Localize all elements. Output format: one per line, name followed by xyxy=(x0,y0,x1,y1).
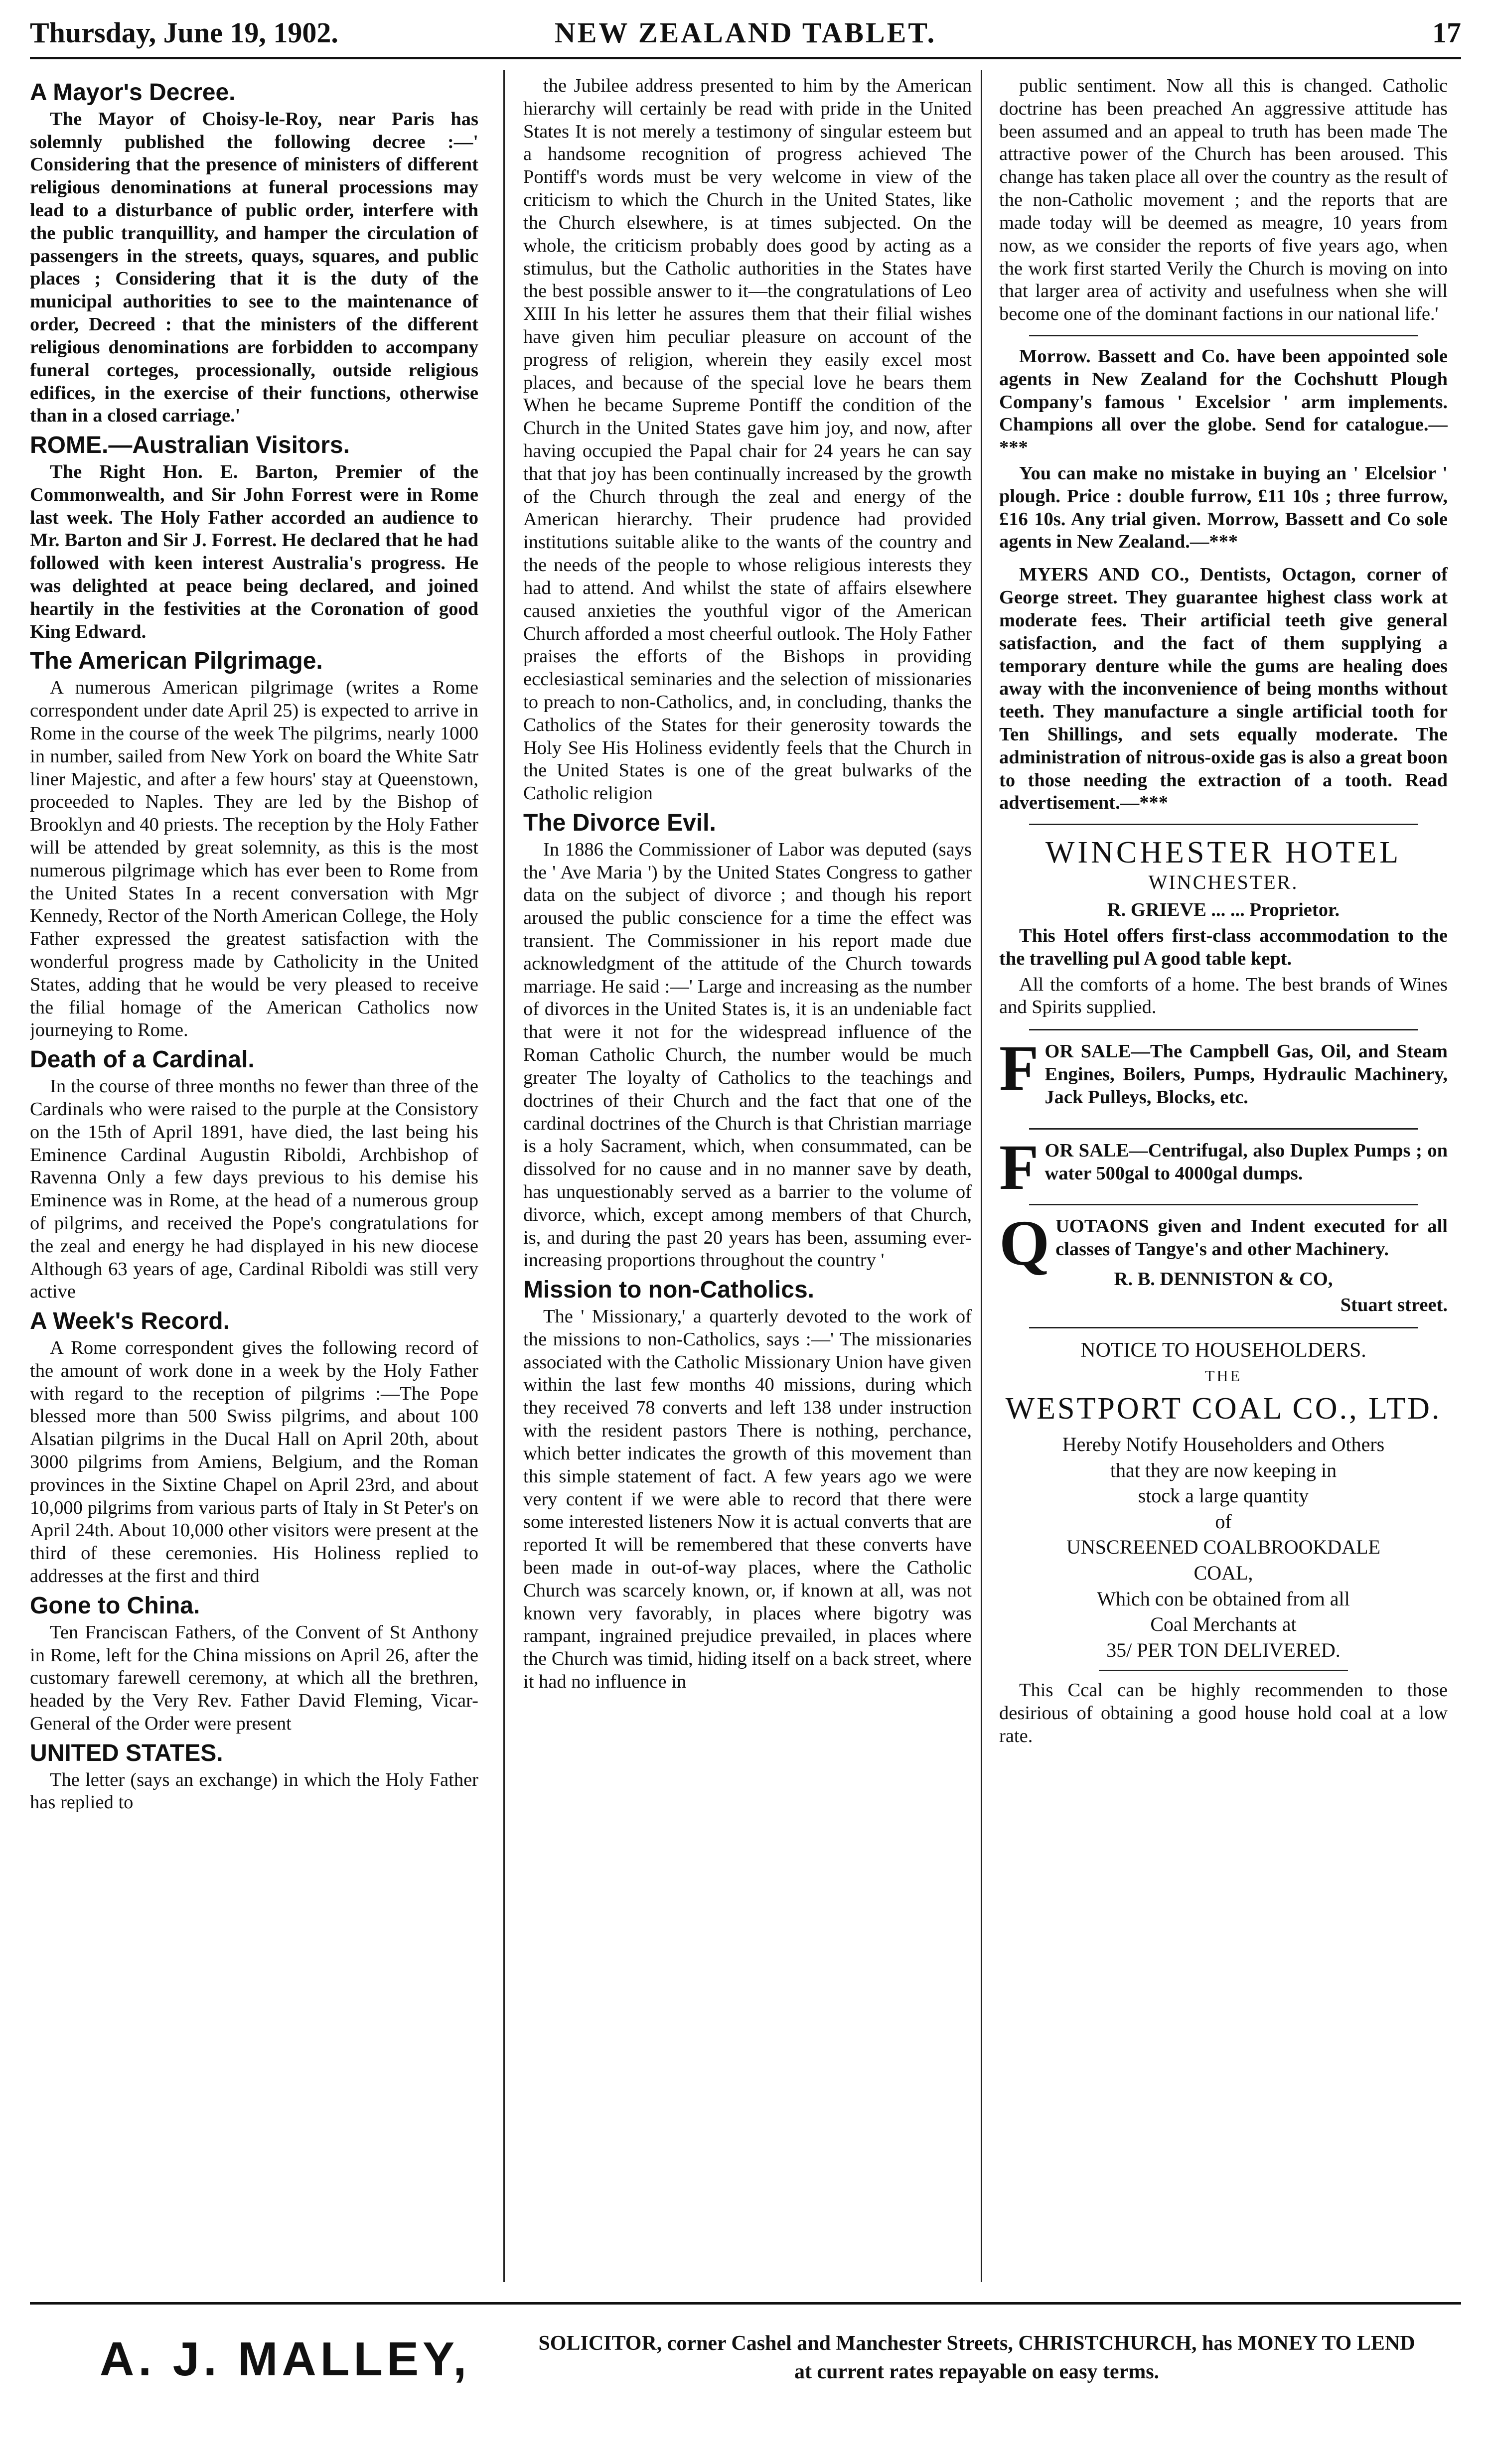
morrow-text-1: Morrow. Bassett and Co. have been appointed sole agents in New Zealand for the Cochshutt Plough Company's famous ' Excelsior ' arm implements. Champions all over the globe. Send for catalogue.—*** xyxy=(999,345,1448,458)
article-paragraph: Ten Franciscan Fathers, of the Convent of St Anthony in Rome, left for the China missions on April 26, after the customary farewell ceremony, at which all the brethren, headed by the Very Rev. Father David Fleming, Vicar-General of the Order were present xyxy=(30,1621,478,1734)
divider xyxy=(1029,335,1418,336)
drop-cap: F xyxy=(999,1032,1039,1105)
issue-date: Thursday, June 19, 1902. xyxy=(30,16,338,49)
quotations-ad xyxy=(999,1207,1448,1317)
the-label: THE xyxy=(1204,1366,1242,1385)
westport-line: UNSCREENED COALBROOKDALE xyxy=(1066,1536,1380,1559)
westport-line: Hereby Notify Householders and Others xyxy=(1062,1433,1385,1455)
article-paragraph: The Mayor of Choisy-le-Roy, near Paris has solemnly published the following decree :—' Considering that the presence of ministers of different religious denominations at funeral processions may lead to a disturbance of public order, interfere with the public tranquillity, and hamper the circulation of passengers in the streets, quays, squares, and public places ; Considering that it is the duty of the municipal authorities to see to the maintenance of order, Decreed : that the ministers of the different religious denominations are forbidden to accompany funeral corteges, processionally, outside religious edifices, in the exercise of their functions, otherwise than in a closed carriage.' xyxy=(30,108,478,427)
divider xyxy=(1029,824,1418,825)
morrow-notice xyxy=(999,345,1448,554)
article-heading: Mission to non-Catholics. xyxy=(523,1277,814,1304)
page-number: 17 xyxy=(1432,16,1461,49)
article-heading: UNITED STATES. xyxy=(30,1739,223,1766)
footer-ad xyxy=(30,2302,1461,2424)
article-paragraph: In the course of three months no fewer than three of the Cardinals who were raised to the purple at the Consistory on the 15th of April 1891, have died, the last being his Eminence Cardinal Augustin Riboldi, Archbishop of Ravenna Only a few days previous to his demise his Eminence was in Rome, at the head of a numerous group of pilgrims, and received the Pope's congratulations for the zeal and energy he had displayed in his new diocese Although 63 years of age, Cardinal Riboldi was still very active xyxy=(30,1076,478,1303)
article-heading: A Mayor's Decree. xyxy=(30,79,236,106)
westport-footer: This Ccal can be highly recommenden to those desirious of obtaining a good house hold coal at a low rate. xyxy=(999,1680,1448,1746)
article-heading: The Divorce Evil. xyxy=(523,810,716,836)
solicitor-text: SOLICITOR, corner Cashel and Manchester Streets, CHRISTCHURCH, has MONEY TO LEND at current rates repayable on easy terms. xyxy=(538,2332,1415,2383)
hotel-place: WINCHESTER. xyxy=(1148,871,1299,894)
article-heading: Gone to China. xyxy=(30,1592,200,1619)
column-1 xyxy=(30,75,478,2277)
solicitor-name: A. J. MALLEY, xyxy=(100,2332,471,2386)
westport-line: that they are now keeping in xyxy=(1110,1458,1337,1481)
hotel-text-1: This Hotel offers first-class accommodation to the the travelling pul A good table kept. xyxy=(999,925,1448,969)
article xyxy=(30,1593,478,1736)
column-rule xyxy=(503,70,505,2282)
article xyxy=(30,648,478,1042)
article-heading: Death of a Cardinal. xyxy=(30,1046,255,1073)
hotel-text-2: All the comforts of a home. The best brands of Wines and Spirits supplied. xyxy=(999,974,1448,1018)
hotel-title: WINCHESTER HOTEL xyxy=(1045,836,1402,870)
masthead xyxy=(30,9,1461,59)
article xyxy=(523,1277,972,1694)
article xyxy=(30,433,478,643)
divider xyxy=(1099,1670,1348,1671)
westport-coal-ad xyxy=(999,1338,1448,1748)
article xyxy=(30,80,478,428)
article-paragraph: In 1886 the Commissioner of Labor was deputed (says the ' Ave Maria ') by the United States Congress to gather data on the subject of divorce ; and though his report aroused the public conscience for a time the effect was transient. The Commissioner in his report made due acknowledgment of the attitude of the Church towards marriage. He said :—' Large and increasing as the number of divorces in the United States is, it is an undeniable fact that were it not for the widespread influence of the Roman Catholic Church, the number would be much greater The loyalty of Catholics to the teachings and doctrines of their Church and the fact that one of the cardinal doctrines of the Church is that Christian marriage is a holy Sacrament, which, when consummated, can be dissolved for no cause and in no manner save by death, has unquestionably served as a barrier to the volume of divorce, which, except among members of that Church, is, and during the past 20 years has been, assuming ever-increasing proportions throughout the country ' xyxy=(523,839,972,1271)
article-continuation: public sentiment. Now all this is changed. Catholic doctrine has been preached An aggressive attitude has been assumed and an appeal to truth has been made The attractive power of the Church has been aroused. This change has taken place all over the country as the result of the non-Catholic movement ; and the reports that are made today will be deemed as meagre, 10 years from now, as we consider the reports of five years ago, when the work first started Verily the Church is moving on into that larger area of activity and usefulness when she will become one of the dominant factions in our national life.' xyxy=(999,75,1448,325)
quotations-signature: R. B. DENNISTON & CO, xyxy=(1114,1269,1333,1290)
article xyxy=(30,1047,478,1304)
divider xyxy=(1029,1128,1418,1130)
sale-text-2: OR SALE—Centrifugal, also Duplex Pumps ; on water 500gal to 4000gal dumps. xyxy=(1044,1140,1448,1184)
divider xyxy=(1029,1029,1418,1030)
divider xyxy=(1029,1204,1418,1205)
westport-line: of xyxy=(1215,1510,1232,1533)
westport-title: WESTPORT COAL CO., LTD. xyxy=(1005,1391,1442,1426)
article xyxy=(30,1740,478,1814)
sale-text-1: OR SALE—The Campbell Gas, Oil, and Steam Engines, Boilers, Pumps, Hydraulic Machinery, Jack Pulleys, Blocks, etc. xyxy=(1044,1041,1448,1108)
column-3 xyxy=(999,75,1448,2277)
westport-line: COAL, xyxy=(1193,1561,1253,1584)
westport-line: 35/ PER TON DELIVERED. xyxy=(1106,1638,1341,1661)
article-heading: ROME.—Australian Visitors. xyxy=(30,432,350,459)
newspaper-title: NEW ZEALAND TABLET. xyxy=(554,16,937,49)
westport-line: Coal Merchants at xyxy=(1150,1613,1297,1636)
article-paragraph: The letter (says an exchange) in which the Holy Father has replied to xyxy=(30,1769,478,1813)
divider xyxy=(1029,1327,1418,1328)
westport-line: stock a large quantity xyxy=(1138,1484,1309,1507)
winchester-hotel-ad xyxy=(999,835,1448,1019)
article-heading: A Week's Record. xyxy=(30,1308,230,1335)
article xyxy=(523,75,972,805)
for-sale-ad-1 xyxy=(999,1032,1448,1109)
hotel-proprietor: R. GRIEVE ... ... Proprietor. xyxy=(1107,899,1340,921)
article-paragraph: The ' Missionary,' a quarterly devoted to the work of the missions to non-Catholics, says :—' The missionaries associated with the Catholic Missionary Union have given within the last few months 40 missions, during which they received 78 converts and left 138 under instruction with the resident pastors There is nothing, perchance, which better indicates the growth of this movement than this simple statement of fact. A few years ago we were very content if we were able to record that there were some interested listeners Now it is actual converts that are reported It will be remembered that these converts have been made in out-of-way places, where the Catholic Church was scarcely known, or, if known at all, was not known very favorably, in places where bigotry was rampant, ingrained prejudice prevailed, in places where the Church was timid, hiding itself on a back street, where it had no influence in xyxy=(523,1306,972,1693)
quotations-text: UOTAONS given and Indent executed for all classes of Tangye's and other Machinery. xyxy=(1055,1216,1448,1260)
westport-lines xyxy=(999,1433,1448,1662)
article-paragraph: A Rome correspondent gives the following record of the amount of work done in a week by the Holy Father with regard to the reception of pilgrims :—The Pope blessed more than 500 Swiss pilgrims, and about 100 Alsatian pilgrims in the Ducal Hall on April 20th, about 3000 pilgrims from Amiens, Belgium, and the Roman provinces in the Sixtine Chapel on April 23rd, and about 10,000 pilgrims from various parts of Italy in St Peter's on April 24th. About 10,000 other visitors were present at the third of these ceremonies. His Holiness replied to addresses at the first and third xyxy=(30,1337,478,1587)
article xyxy=(523,810,972,1272)
article-paragraph: A numerous American pilgrimage (writes a Rome correspondent under date April 25) is expected to arrive in Rome in the course of the week The pilgrims, nearly 1000 in number, sailed from New York on board the White Satr liner Majestic, and after a few hours' stay at Queenstown, proceeded to Naples. They are led by the Bishop of Brooklyn and 40 priests. The reception by the Holy Father will be attended by great solemnity, as this is the most numerous pilgrimage which has ever been to Rome from the United States In a recent conversation with Mgr Kennedy, Rector of the North American College, the Holy Father expressed the greatest satisfaction with the wonderful progress made by Catholicity in the United States, adding that he would be very pleased to receive the filial homage of the American Catholics now journeying to Rome. xyxy=(30,677,478,1041)
morrow-text-2: You can make no mistake in buying an ' Elcelsior ' plough. Price : double furrow, £11 10s ; three furrow, £16 10s. Any trial given. Morrow, Bassett and Co sole agents in New Zealand.—*** xyxy=(999,463,1448,553)
for-sale-ad-2 xyxy=(999,1131,1448,1203)
article-paragraph: the Jubilee address presented to him by the American hierarchy will certainly be read with pride in the United States It is not merely a testimony of singular esteem but a handsome recognition of progress achieved The Pontiff's words must be very welcome in view of the criticism to which the Church in the United States, like the Church elsewhere, is at times subjected. On the whole, the criticism probably does good by acting as a stimulus, but the Catholic authorities in the States have the best possible answer to it—the congratulations of Leo XIII In his letter he assures them that their filial wishes have given him peculiar pleasure on account of the progress of religion, wherein they easily excel most places, and because of the special love he bears them When he became Supreme Pontiff the condition of the Church in the United States gave him joy, and now, after having occupied the Papal chair for 24 years he can say that that joy has been continually increased by the growth of the Church through the zeal and energy of the American hierarchy. Their prudence had provided institutions suitable alike to the wants of the country and the needs of the people to whose religious interests they had to attend. And whilst the state of affairs elsewhere caused anxieties the youthful vigor of the American Church afforded a most cheerful outlook. The Holy Father praises the efforts of the Bishops in providing ecclesiastical seminaries and the selection of missionaries to preach to non-Catholics, and, in concluding, thanks the Catholics of the States for their generosity towards the Holy See His Holiness evidently feels that the Church in the United States is one of the great bulwarks of the Catholic religion xyxy=(523,75,972,804)
article xyxy=(30,1308,478,1588)
article-heading: The American Pilgrimage. xyxy=(30,648,323,675)
column-rule xyxy=(981,70,982,2282)
westport-line: Which con be obtained from all xyxy=(1097,1587,1350,1610)
drop-cap: Q xyxy=(999,1207,1050,1280)
myers-notice: MYERS AND CO., Dentists, Octagon, corner of George street. They guarantee highest class work at moderate fees. Their artificial teeth give general satisfaction, and the fact of them supplying a temporary denture while the gums are healing does away with the inconvenience of being months without teeth. They manufacture a single artificial tooth for Ten Shillings, and sets equally moderate. The administration of nitrous-oxide gas is also a great boon to those needing the extraction of a tooth. Read advertisement.—*** xyxy=(999,564,1448,814)
drop-cap: F xyxy=(999,1131,1039,1203)
notice-heading: NOTICE TO HOUSEHOLDERS. xyxy=(1080,1338,1366,1362)
column-2 xyxy=(523,75,972,2277)
quotations-address: Stuart street. xyxy=(1340,1295,1448,1316)
article-paragraph: The Right Hon. E. Barton, Premier of the Commonwealth, and Sir John Forrest were in Rome last week. The Holy Father accorded an audience to Mr. Barton and Sir J. Forrest. He declared that he had followed with keen interest Australia's progress. He was delighted at peace being declared, and joined heartily in the festivities at the Coronation of good King Edward. xyxy=(30,461,478,642)
